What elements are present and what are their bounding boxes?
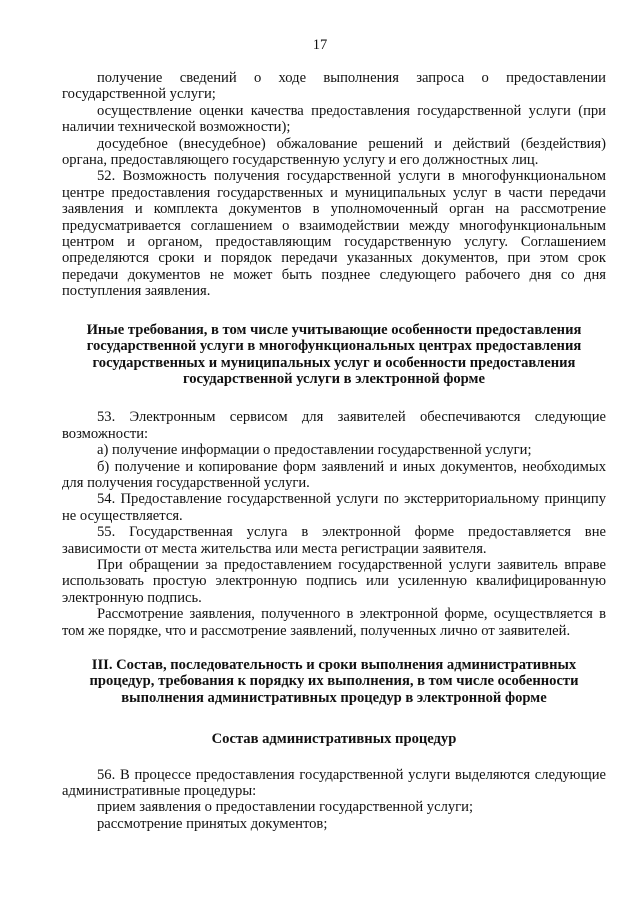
heading-procedures: Состав административных процедур bbox=[211, 731, 457, 748]
document-body bbox=[62, 70, 606, 832]
heading-section-3: III. Состав, последовательность и сроки выполнения административных процедур, требования к порядку их выполнения, в том числе особенности выполнения административных процедур в электронной форме bbox=[89, 657, 579, 706]
paragraph-53-b: б) получение и копирование форм заявлений и иных документов, необходимых для получения государственной услуги. bbox=[62, 458, 606, 491]
paragraph-electronic-signature: При обращении за предоставлением государственной услуги заявитель вправе использовать простую электронную подпись или усиленную квалифицированную электронную подпись. bbox=[62, 556, 606, 606]
paragraph-review-order: Рассмотрение заявления, полученного в электронной форме, осуществляется в том же порядке, что и рассмотрение заявлений, полученных лично от заявителей. bbox=[62, 606, 606, 639]
list-item-reception: прием заявления о предоставлении государственной услуги; bbox=[97, 799, 474, 816]
paragraph-pretrial-appeal: досудебное (внесудебное) обжалование решений и действий (бездействия) органа, предоставляющего государственную услугу и его должностных лиц. bbox=[62, 135, 606, 169]
paragraph-54: 54. Предоставление государственной услуги по экстерриториальному принципу не осуществляется. bbox=[62, 491, 606, 524]
paragraph-status-info: получение сведений о ходе выполнения запроса о предоставлении государственной услуги; bbox=[62, 70, 606, 103]
page-number: 17 bbox=[312, 37, 328, 53]
heading-other-requirements: Иные требования, в том числе учитывающие особенности предоставления государственной услуги в многофункциональных центрах предоставления государственных и муниципальных услуг и особенности предоставления государственной услуги в электронной форме bbox=[86, 321, 582, 387]
paragraph-53: 53. Электронным сервисом для заявителей обеспечиваются следующие возможности: bbox=[62, 409, 606, 442]
paragraph-56: 56. В процессе предоставления государственной услуги выделяются следующие административные процедуры: bbox=[62, 766, 606, 800]
paragraph-quality-assessment: осуществление оценки качества предоставления государственной услуги (при наличии технической возможности); bbox=[62, 102, 606, 136]
paragraph-55: 55. Государственная услуга в электронной форме предоставляется вне зависимости от места жительства или места регистрации заявителя. bbox=[62, 524, 606, 557]
list-item-review: рассмотрение принятых документов; bbox=[97, 815, 328, 832]
paragraph-53-a: а) получение информации о предоставлении государственной услуги; bbox=[97, 442, 532, 459]
paragraph-52: 52. Возможность получения государственной услуги в многофункциональном центре предоставления государственных и муниципальных услуг в части передачи заявления и комплекта документов в уполномоченный орган на рассмотрение предусматривается соглашением о взаимодействии между многофункциональным центром и органом, предоставляющим государственную услугу. Соглашением определяются сроки и порядок передачи указанных документов, при этом срок передачи документов не может быть позднее следующего рабочего дня со дня поступления заявления. bbox=[62, 168, 606, 300]
